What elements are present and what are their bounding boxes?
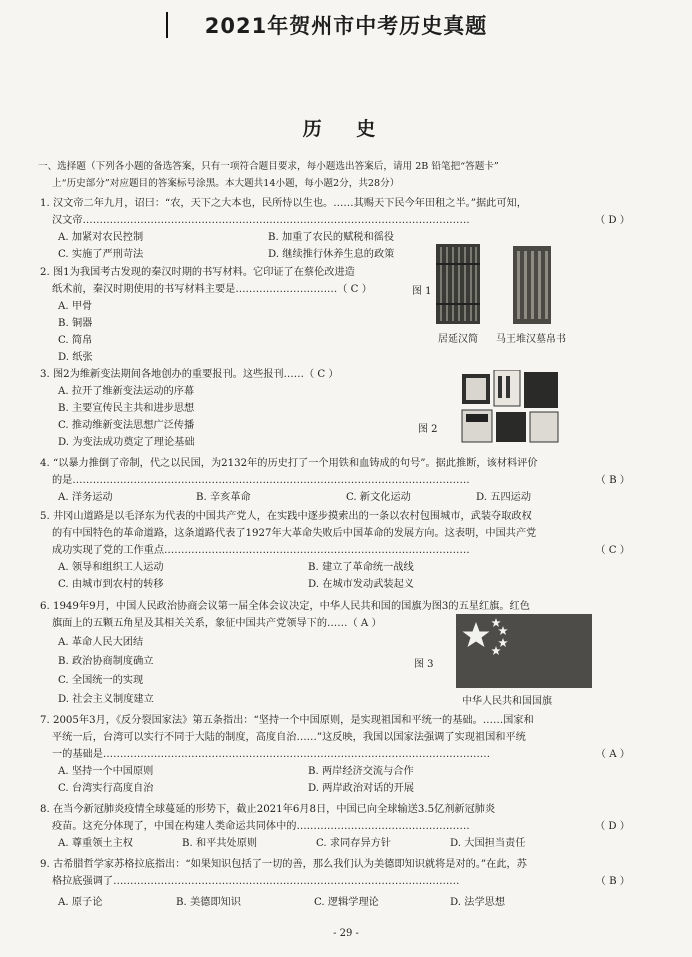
- figure-1-caption-b: 马王堆汉墓帛书: [496, 334, 566, 345]
- question-2: [40, 264, 400, 366]
- q2-option-b: B. 铜器: [58, 318, 93, 329]
- q8-option-a: A. 尊重领土主权: [58, 838, 133, 849]
- figure-3-national-flag-image: [456, 614, 592, 688]
- q1-option-b: B. 加重了农民的赋税和徭役: [268, 232, 395, 243]
- q4-answer: （ B ）: [595, 475, 630, 486]
- q4-option-d: D. 五四运动: [476, 492, 532, 503]
- q6-option-c: C. 全国统一的实现: [58, 675, 144, 686]
- q6-option-d: D. 社会主义制度建立: [58, 694, 154, 705]
- q9-stem-2: 格拉底强调了…………………………………………………………………………………………: [52, 876, 460, 887]
- q5-option-c: C. 由城市到农村的转移: [58, 579, 164, 590]
- q7-stem-3: 一的基础是……………………………………………………………………………………………………: [52, 749, 491, 760]
- q7-stem-1: 7. 2005年3月，《反分裂国家法》第五条指出：“坚持一个中国原则，是实现祖国和平统一的基础。……国家和: [40, 715, 534, 726]
- q7-option-a: A. 坚持一个中国原则: [58, 766, 154, 777]
- q7-option-b: B. 两岸经济交流与合作: [308, 766, 414, 777]
- q6-option-b: B. 政治协商制度确立: [58, 656, 154, 667]
- q8-option-d: D. 大国担当责任: [450, 838, 526, 849]
- q1-answer: （ D ）: [594, 215, 630, 226]
- section-instructions: [38, 158, 628, 192]
- q3-option-c: C. 推动维新变法思想广泛传播: [58, 420, 195, 431]
- q4-option-a: A. 洋务运动: [58, 492, 113, 503]
- section-line-2: 上“历史部分”对应题目的答案标号涂黑。本大题共14小题，每小题2分，共28分）: [52, 178, 400, 189]
- figure-1-bamboo-slips-image: [436, 244, 480, 324]
- q7-answer: （ A ）: [595, 749, 630, 760]
- q5-option-b: B. 建立了革命统一战线: [308, 562, 414, 573]
- question-8: [40, 801, 630, 852]
- q1-option-a: A. 加紧对农民控制: [58, 232, 144, 243]
- q8-option-c: C. 求同存异方针: [316, 838, 392, 849]
- q6-option-a: A. 革命人民大团结: [58, 637, 144, 648]
- figure-3-label: 图 3: [414, 659, 434, 670]
- q1-option-d: D. 继续推行休养生息的政策: [268, 249, 395, 260]
- q1-stem-2: 汉文帝……………………………………………………………………………………………………: [52, 215, 470, 226]
- q3-option-b: B. 主要宣传民主共和进步思想: [58, 403, 195, 414]
- q6-answer: （ A ）: [347, 618, 382, 629]
- q7-option-c: C. 台湾实行高度自治: [58, 783, 154, 794]
- q5-stem-1: 5. 井冈山道路是以毛泽东为代表的中国共产党人，在实践中逐步摸索出的一条以农村包围城市，武装夺取政权: [40, 511, 532, 522]
- figure-1-silk-manuscript-image: [513, 246, 551, 324]
- q7-option-d: D. 两岸政治对话的开展: [308, 783, 414, 794]
- q3-stem-1: 3. 图2为维新变法期间各地创办的重要报刊。这些报刊……（ C ）: [40, 369, 339, 380]
- q4-stem-1: 4. “以暴力推倒了帝制，代之以民国，为2132年的历史打了一个用铁和血铸成的句号”。据此推断，该材料评价: [40, 458, 538, 469]
- section-line-1: 一、选择题（下列各小题的备选答案，只有一项符合题目要求，每小题选出答案后，请用 2B 铅笔把“答题卡”: [38, 161, 499, 172]
- q8-stem-1: 8. 在当今新冠肺炎疫情全球蔓延的形势下，截止2021年6月8日，中国已向全球输送3.5亿剂新冠肺炎: [40, 804, 496, 815]
- q4-stem-2: 的是………………………………………………………………………………………………………: [52, 475, 470, 486]
- q8-answer: （ D ）: [594, 821, 630, 832]
- q1-option-c: C. 实施了严刑苛法: [58, 249, 144, 260]
- q3-option-d: D. 为变法成功奠定了理论基础: [58, 437, 195, 448]
- subject-title: 历 史: [302, 118, 390, 140]
- question-3: [40, 366, 400, 451]
- question-5: [40, 508, 630, 593]
- q9-option-a: A. 原子论: [58, 897, 103, 908]
- question-4: [40, 455, 630, 506]
- q9-option-c: C. 逻辑学理论: [314, 897, 379, 908]
- figure-2-newspapers-image: [460, 370, 560, 444]
- question-9: [40, 856, 630, 911]
- q2-option-c: C. 简帛: [58, 335, 93, 346]
- q3-answer: （ C ）: [303, 369, 339, 380]
- page-number: - 29 -: [333, 928, 359, 939]
- q3-option-a: A. 拉开了维新变法运动的序幕: [58, 386, 195, 397]
- q5-option-d: D. 在城市发动武装起义: [308, 579, 414, 590]
- q5-stem-3: 成功实现了党的工作重点………………………………………………………………………………: [52, 545, 470, 556]
- q2-option-a: A. 甲骨: [58, 301, 93, 312]
- q4-option-c: C. 新文化运动: [346, 492, 411, 503]
- q6-stem-1: 6. 1949年9月，中国人民政治协商会议第一届全体会议决定，中华人民共和国的国旗为图3的五星红旗。红色: [40, 601, 530, 612]
- q9-answer: （ B ）: [595, 876, 630, 887]
- q2-answer: （ C ）: [337, 284, 372, 295]
- q1-stem-1: 1. 汉文帝二年九月，诏曰：“农，天下之大本也，民所恃以生也。……其赐天下民今年田租之半。”据此可知，: [40, 198, 527, 209]
- q4-option-b: B. 辛亥革命: [196, 492, 251, 503]
- document-title: 2021年贺州市中考历史真题: [204, 14, 488, 38]
- q2-option-d: D. 纸张: [58, 352, 93, 363]
- question-7: [40, 712, 630, 797]
- figure-2-label: 图 2: [418, 424, 438, 435]
- q2-stem-1: 2. 图1为我国考古发现的秦汉时期的书写材料。它印证了在蔡伦改进造: [40, 267, 355, 278]
- q9-option-b: B. 美德即知识: [176, 897, 241, 908]
- q9-option-d: D. 法学思想: [450, 897, 506, 908]
- q2-stem-2: 纸术前，秦汉时期使用的书写材料主要是…………………………（ C ）: [52, 284, 372, 295]
- q7-stem-2: 平统一后，台湾可以实行不同于大陆的制度，高度自治……”这反映，我国以国家法强调了实现祖国和平统: [52, 732, 526, 743]
- q8-stem-2: 疫苗。这充分体现了，中国在构建人类命运共同体中的……………………………………………: [52, 821, 470, 832]
- q5-option-a: A. 领导和组织工人运动: [58, 562, 164, 573]
- q5-stem-2: 的有中国特色的革命道路，这条道路代表了1927年大革命失败后中国革命的发展方向。这表明，中国共产党: [52, 528, 537, 539]
- figure-3-caption: 中华人民共和国国旗: [462, 696, 552, 707]
- q8-option-b: B. 和平共处原则: [182, 838, 258, 849]
- q9-stem-1: 9. 古希腊哲学家苏格拉底指出：“如果知识包括了一切的善，那么我们认为美德即知识就将是对的。”在此，苏: [40, 859, 527, 870]
- q6-stem-2: 旗面上的五颗五角星及其相关关系，象征中国共产党领导下的……（ A ）: [52, 618, 382, 629]
- figure-1-caption-a: 居延汉简: [438, 334, 478, 345]
- q5-answer: （ C ）: [595, 545, 630, 556]
- figure-1-label: 图 1: [412, 286, 432, 297]
